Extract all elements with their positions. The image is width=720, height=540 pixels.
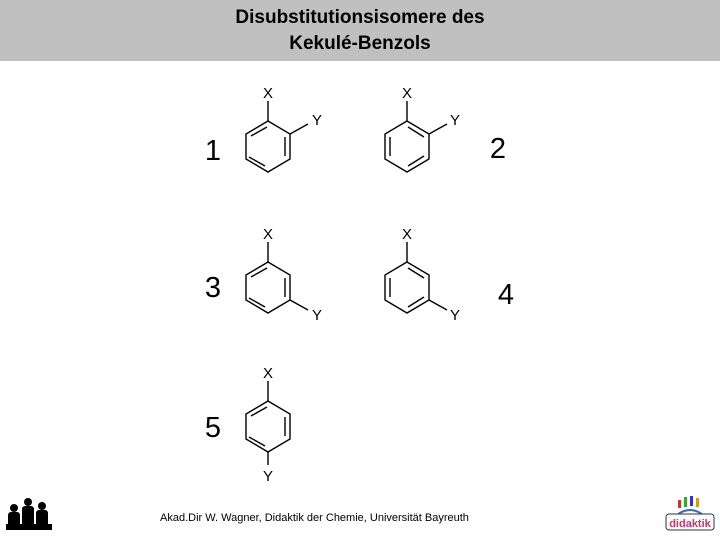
structure-1-x-label: X: [262, 85, 274, 102]
benzene-ring-3: [205, 226, 322, 324]
didaktik-logo-icon: [664, 494, 716, 534]
title-line-1: Disubstitutionsisomere des: [235, 6, 485, 28]
benzene-ring-5: [205, 365, 290, 485]
benzene-ring-2: [385, 85, 506, 172]
structure-5-number: 5: [204, 412, 222, 444]
structure-3-y-label: Y: [311, 307, 323, 324]
structure-1-y-label: Y: [311, 112, 323, 129]
benzene-ring-4: [385, 226, 514, 324]
structure-4-number: 4: [497, 279, 515, 311]
structure-2-number: 2: [489, 133, 507, 165]
structure-5-x-label: X: [262, 365, 274, 382]
didaktik-logo-text: didaktik: [669, 518, 711, 530]
structure-5-y-label: Y: [262, 468, 274, 485]
structure-4-x-label: X: [401, 226, 413, 243]
structure-2-y-label: Y: [449, 112, 461, 129]
people-silhouette-logo-icon: [4, 494, 54, 532]
structure-3-number: 3: [204, 272, 222, 304]
benzene-ring-1: [205, 85, 322, 172]
structure-3-x-label: X: [262, 226, 274, 243]
structure-4-y-label: Y: [449, 307, 461, 324]
structure-2-x-label: X: [401, 85, 413, 102]
title-line-2: Kekulé-Benzols: [289, 32, 431, 54]
footer-credit: Akad.Dir W. Wagner, Didaktik der Chemie, Universität Bayreuth: [160, 512, 469, 524]
structure-1-number: 1: [204, 135, 222, 167]
